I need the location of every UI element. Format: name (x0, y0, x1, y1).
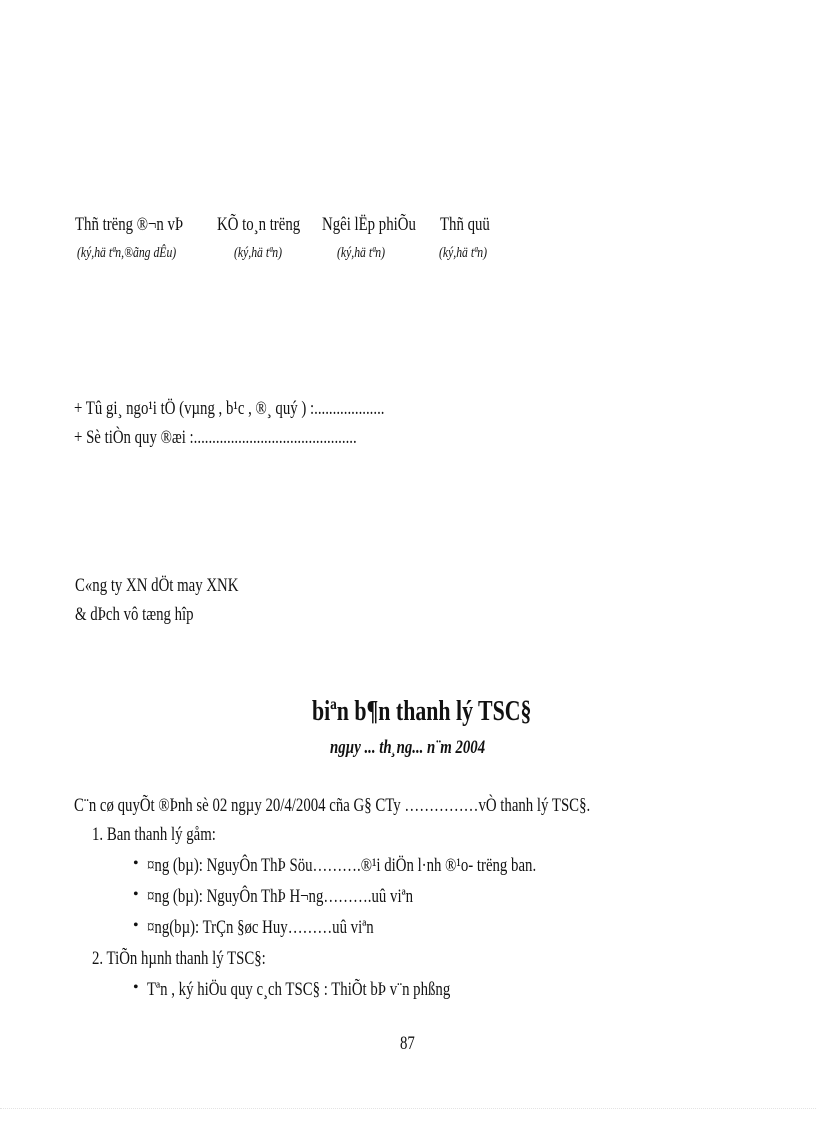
section-1-label: 1. Ban thanh lý gåm: (92, 824, 216, 845)
bullet-icon: • (133, 917, 139, 934)
bullet-icon: • (133, 979, 139, 996)
company-name-line1: C«ng ty XN dÖt may XNK (75, 575, 239, 596)
signature-title-head: Thñ trëng ®¬n vÞ (75, 214, 184, 235)
signature-note-accountant: (ký,hä tªn) (234, 245, 283, 261)
page-number: 87 (400, 1033, 415, 1054)
signature-note-cashier: (ký,hä tªn) (439, 245, 488, 261)
list-item: • Tªn , ký hiÖu quy c¸ch TSC§ : ThiÕt bÞ v¨n phßng (133, 979, 451, 1000)
list-item: • ¤ng (bµ): NguyÔn ThÞ Söu……….®¹i diÖn l·nh ®¹o- trëng ban. (133, 855, 537, 876)
signature-note-head: (ký,hä tªn,®ãng dÊu) (77, 245, 177, 261)
company-name-line2: & dÞch vô tæng hîp (75, 604, 194, 625)
note-converted-amount: + Sè tiÒn quy ®æi :............................................ (74, 427, 357, 448)
signature-title-preparer: Ngêi lËp phiÕu (322, 214, 416, 235)
bullet-icon: • (133, 855, 139, 872)
list-item: • ¤ng(bµ): TrÇn §øc Huy………uû viªn (133, 917, 374, 938)
bullet-icon: • (133, 886, 139, 903)
signature-title-accountant: KÕ to¸n trëng (217, 214, 301, 235)
document-date: ngµy ... th¸ng... n¨m 2004 (330, 737, 486, 758)
signature-note-preparer: (ký,hä tªn) (337, 245, 386, 261)
intro-paragraph: C¨n cø quyÕt ®Þnh sè 02 ngµy 20/4/2004 cña G§ CTy ……………vÒ thanh lý TSC§. (74, 795, 591, 816)
list-item: • ¤ng (bµ): NguyÔn ThÞ H¬ng……….uû viªn (133, 886, 414, 907)
section-2-label: 2. TiÕn hµnh thanh lý TSC§: (92, 948, 266, 969)
page-bottom-edge (0, 1108, 816, 1109)
document-title: biªn b¶n thanh lý TSC§ (312, 696, 532, 727)
note-exchange-rate: + Tû gi¸ ngo¹i tÖ (vµng , b¹c , ®¸ quý ) :................... (74, 398, 385, 419)
signature-title-cashier: Thñ quü (440, 214, 490, 235)
